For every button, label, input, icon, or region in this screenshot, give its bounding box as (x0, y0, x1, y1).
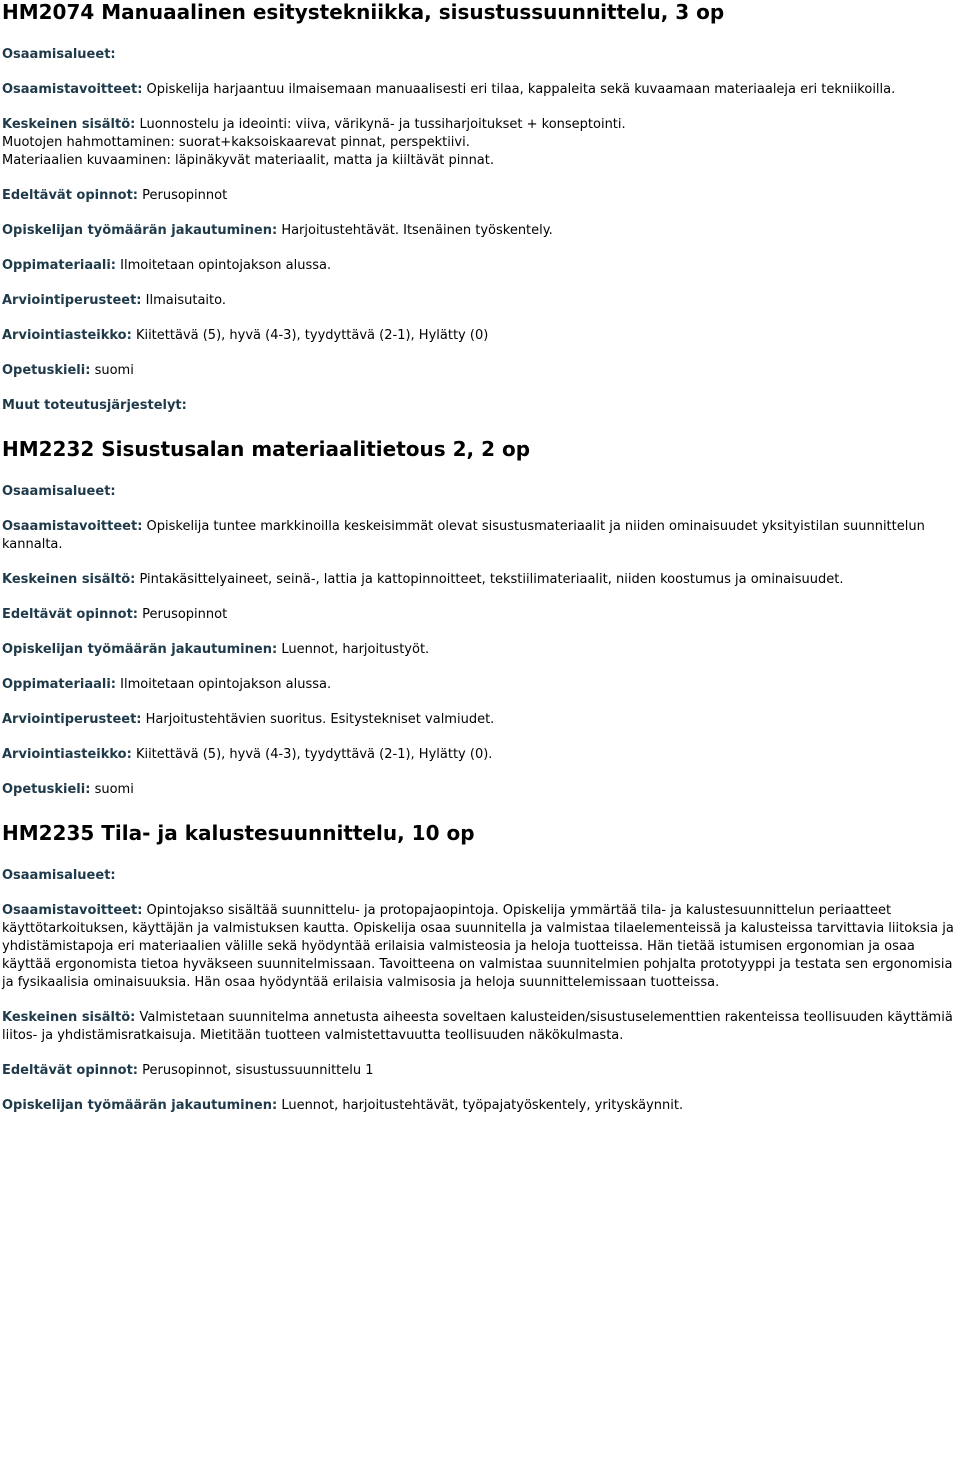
course-hm2232 (2, 437, 958, 799)
edeltavat-opinnot-text: Perusopinnot (142, 188, 228, 203)
osaamistavoitteet-label: Osaamistavoitteet: (2, 903, 143, 918)
document-page (2, 0, 958, 1115)
tyomaara-text: Luennot, harjoitustyöt. (281, 642, 430, 657)
edeltavat-opinnot-text: Perusopinnot, sisustussuunnittelu 1 (142, 1063, 374, 1078)
osaamistavoitteet-label: Osaamistavoitteet: (2, 519, 143, 534)
arviointiasteikko-field (2, 746, 958, 764)
osaamisalueet-field (2, 46, 958, 64)
osaamistavoitteet-field (2, 518, 958, 554)
tyomaara-label: Opiskelijan työmäärän jakautuminen: (2, 642, 278, 657)
edeltavat-opinnot-label: Edeltävät opinnot: (2, 1063, 138, 1078)
muut-toteutusjarjestelyt-label: Muut toteutusjärjestelyt: (2, 398, 187, 413)
oppimateriaali-text: Ilmoitetaan opintojakson alussa. (120, 677, 332, 692)
course-hm2074 (2, 0, 958, 415)
keskeinen-sisalto-text: Pintakäsittelyaineet, seinä-, lattia ja kattopinnoitteet, tekstiilimateriaalit, niiden koostumus ja ominaisuudet. (139, 572, 844, 587)
osaamistavoitteet-field (2, 902, 958, 992)
muut-toteutusjarjestelyt-field (2, 397, 958, 415)
keskeinen-sisalto-text: Valmistetaan suunnitelma annetusta aiheesta soveltaen kalusteiden/sisustuselementtien rakenteissa teollisuuden käyttämiä liitos- ja yhdistämisratkaisuja. Mietitään tuotteen valmistettavuutta teollisuuden näkökulmasta. (2, 1010, 953, 1043)
keskeinen-sisalto-line: Muotojen hahmottaminen: suorat+kaksoiskaarevat pinnat, perspektiivi. (2, 135, 470, 150)
edeltavat-opinnot-field (2, 187, 958, 205)
arviointiasteikko-label: Arviointiasteikko: (2, 747, 132, 762)
opetuskieli-text: suomi (94, 782, 134, 797)
osaamisalueet-field (2, 867, 958, 885)
osaamistavoitteet-label: Osaamistavoitteet: (2, 82, 143, 97)
arviointiasteikko-text: Kiitettävä (5), hyvä (4-3), tyydyttävä (2-1), Hylätty (0) (135, 328, 489, 343)
opetuskieli-field (2, 781, 958, 799)
osaamistavoitteet-text: Opiskelija harjaantuu ilmaisemaan manuaalisesti eri tilaa, kappaleita sekä kuvaamaan materiaaleja eri tekniikoilla. (146, 82, 896, 97)
tyomaara-label: Opiskelijan työmäärän jakautuminen: (2, 223, 278, 238)
osaamisalueet-label: Osaamisalueet: (2, 47, 116, 62)
oppimateriaali-text: Ilmoitetaan opintojakson alussa. (120, 258, 332, 273)
arviointiasteikko-text: Kiitettävä (5), hyvä (4-3), tyydyttävä (2-1), Hylätty (0). (135, 747, 493, 762)
arviointiperusteet-field (2, 292, 958, 310)
keskeinen-sisalto-field (2, 1009, 958, 1045)
arviointiperusteet-label: Arviointiperusteet: (2, 293, 142, 308)
arviointiperusteet-text: Harjoitustehtävien suoritus. Esitystekniset valmiudet. (145, 712, 495, 727)
keskeinen-sisalto-label: Keskeinen sisältö: (2, 117, 136, 132)
oppimateriaali-field (2, 257, 958, 275)
edeltavat-opinnot-field (2, 1062, 958, 1080)
tyomaara-text: Luennot, harjoitustehtävät, työpajatyöskentely, yrityskäynnit. (281, 1098, 684, 1113)
oppimateriaali-field (2, 676, 958, 694)
arviointiperusteet-label: Arviointiperusteet: (2, 712, 142, 727)
edeltavat-opinnot-field (2, 606, 958, 624)
tyomaara-label: Opiskelijan työmäärän jakautuminen: (2, 1098, 278, 1113)
tyomaara-field (2, 641, 958, 659)
arviointiperusteet-text: Ilmaisutaito. (145, 293, 226, 308)
oppimateriaali-label: Oppimateriaali: (2, 677, 116, 692)
edeltavat-opinnot-text: Perusopinnot (142, 607, 228, 622)
keskeinen-sisalto-line: Materiaalien kuvaaminen: läpinäkyvät materiaalit, matta ja kiiltävät pinnat. (2, 153, 495, 168)
opetuskieli-text: suomi (94, 363, 134, 378)
course-title: HM2235 Tila- ja kalustesuunnittelu, 10 op (2, 821, 475, 845)
arviointiperusteet-field (2, 711, 958, 729)
course-hm2235 (2, 821, 958, 1115)
keskeinen-sisalto-line: Luonnostelu ja ideointi: viiva, värikynä- ja tussiharjoitukset + konseptointi. (139, 117, 626, 132)
tyomaara-field (2, 1097, 958, 1115)
tyomaara-text: Harjoitustehtävät. Itsenäinen työskentely. (281, 223, 553, 238)
course-title: HM2232 Sisustusalan materiaalitietous 2, 2 op (2, 437, 531, 461)
edeltavat-opinnot-label: Edeltävät opinnot: (2, 188, 138, 203)
osaamisalueet-label: Osaamisalueet: (2, 484, 116, 499)
tyomaara-field (2, 222, 958, 240)
keskeinen-sisalto-label: Keskeinen sisältö: (2, 572, 136, 587)
osaamisalueet-field (2, 483, 958, 501)
osaamistavoitteet-text: Opiskelija tuntee markkinoilla keskeisimmät olevat sisustusmateriaalit ja niiden ominaisuudet yksityistilan suunnittelun kannalta. (2, 519, 925, 552)
osaamistavoitteet-field (2, 81, 958, 99)
keskeinen-sisalto-field (2, 571, 958, 589)
arviointiasteikko-field (2, 327, 958, 345)
course-title: HM2074 Manuaalinen esitystekniikka, sisustussuunnittelu, 3 op (2, 0, 725, 24)
osaamistavoitteet-text: Opintojakso sisältää suunnittelu- ja protopajaopintoja. Opiskelija ymmärtää tila- ja kalustesuunnittelun periaatteet käyttötarkoituksen, käyttäjän ja valmistuksen kautta. Opiskelija osaa suunnitella ja valmistaa tilaelementeissä ja kalusteissa tarvittavia liitoksia ja yhdistämistapoja eri materiaalien välille sekä hyödyntää erilaisia valmisteosia ja heloja tuotteissa. Hän tietää istumisen ergonomian ja osaa käyttää ergonomista tietoa hyväkseen suunnitelmissaan. Tavoitteena on valmistaa suunnitelmien pohjalta prototyyppi ja testata sen ergonomisia ja fysikaalisia ominaisuuksia. Hän osaa hyödyntää erilaisia valmisosia ja heloja suunnittelemissaan tuotteissa. (2, 903, 954, 990)
opetuskieli-label: Opetuskieli: (2, 363, 91, 378)
osaamisalueet-label: Osaamisalueet: (2, 868, 116, 883)
keskeinen-sisalto-field (2, 116, 958, 170)
keskeinen-sisalto-label: Keskeinen sisältö: (2, 1010, 136, 1025)
oppimateriaali-label: Oppimateriaali: (2, 258, 116, 273)
opetuskieli-label: Opetuskieli: (2, 782, 91, 797)
edeltavat-opinnot-label: Edeltävät opinnot: (2, 607, 138, 622)
arviointiasteikko-label: Arviointiasteikko: (2, 328, 132, 343)
opetuskieli-field (2, 362, 958, 380)
